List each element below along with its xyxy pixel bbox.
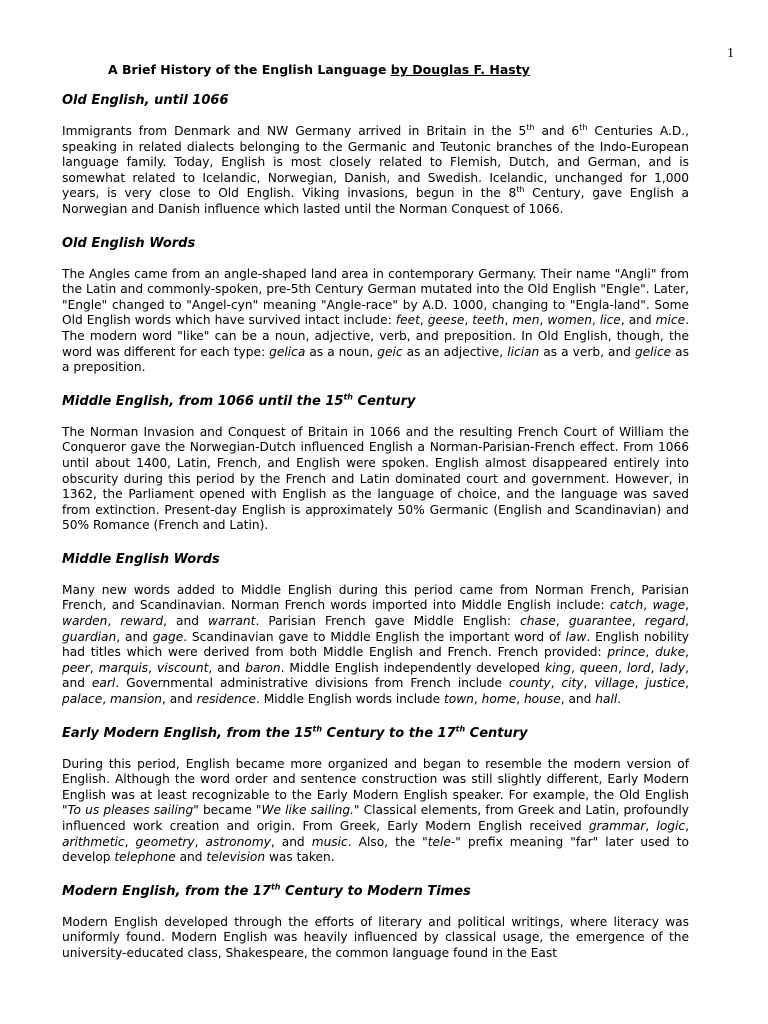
text-run: ,	[419, 313, 428, 328]
italic-term: justice	[645, 676, 686, 691]
italic-term: feet	[395, 313, 420, 328]
text-run: . Governmental administrative divisions from French include	[115, 676, 509, 691]
superscript: th	[270, 882, 281, 892]
superscript: th	[343, 392, 353, 402]
italic-term: residence	[196, 692, 256, 707]
italic-term: telephone	[114, 850, 176, 865]
italic-term: warrant	[208, 614, 256, 629]
text-run: ,	[685, 645, 689, 660]
italic-term: prince	[607, 645, 646, 660]
text-run: Century	[465, 725, 528, 741]
text-run: ,	[685, 598, 689, 613]
text-run: . Middle English independently developed	[280, 660, 546, 675]
section-heading	[62, 93, 689, 109]
text-run: ,	[516, 692, 524, 707]
text-run: Century, gave English a Norwegian and Danish influence which lasted until the Norman Conquest of 1066.	[62, 186, 689, 216]
text-run: Classical elements, from Greek and Latin, profoundly influenced work creation and origin. From Greek, Early Modern English received	[62, 803, 689, 833]
text-run: and 6	[534, 124, 580, 138]
italic-term: city	[561, 676, 584, 691]
italic-term: chase	[520, 614, 556, 629]
italic-term: county	[508, 676, 551, 691]
text-run: ,	[645, 819, 657, 833]
title-text: A Brief History of the English Language	[108, 62, 387, 77]
italic-term: reward	[120, 614, 164, 629]
italic-term: geometry	[135, 834, 195, 849]
italic-term: peer	[62, 660, 90, 675]
italic-term: women	[547, 313, 592, 328]
italic-term: gage	[152, 629, 184, 644]
italic-term: guarantee	[568, 614, 632, 629]
section-heading	[62, 884, 689, 900]
text-run: ,	[550, 676, 562, 691]
italic-term: palace	[62, 692, 103, 707]
text-run: Modern English developed through the efforts of literary and political writings, where literacy was uniformly found. Modern English was heavily influenced by classical usage, the emergence of the university-educated class, Shakespeare, the common language found in the East	[62, 914, 689, 960]
section-heading	[62, 726, 689, 742]
superscript: th	[526, 122, 535, 132]
text-run: ,	[643, 598, 653, 613]
text-run: ,	[591, 313, 600, 328]
text-run: ,	[634, 676, 646, 691]
text-run: as a verb, and	[539, 344, 635, 359]
italic-term: hall	[595, 692, 618, 707]
text-run: ,	[650, 660, 660, 675]
section-heading	[62, 236, 689, 252]
italic-term: "We like sailing."	[255, 803, 360, 818]
italic-term: queen	[579, 660, 618, 675]
text-run: ,	[473, 692, 482, 707]
text-run: ,	[645, 645, 656, 660]
section-paragraph	[62, 267, 689, 376]
text-run: . Middle English words include	[255, 692, 444, 707]
text-run: Century to the 17	[322, 725, 456, 741]
italic-term: home	[481, 692, 517, 707]
text-run: prefix meaning "far" later used to develop	[62, 834, 689, 865]
italic-term: duke	[655, 645, 686, 660]
italic-term: grammar	[588, 819, 646, 833]
italic-term: gelice	[634, 344, 672, 359]
italic-term: lady	[659, 660, 686, 675]
text-run: The Norman Invasion and Conquest of Britain in 1066 and the resulting French Court of William the Conqueror gave the Norwegian-Dutch influenced English a Norman-Parisian-French effect. From 1066 until about 1400, Latin, French, and English were spoken. English almost disappeared entirely into obscurity during this period by the French and Latin dominated court and government. However, in 1362, the Parliament opened with English as the language of choice, and the language was saved from extinction. Present-day English is approximately 50% Germanic (English and Scandinavian) and 50% Romance (French and Latin).	[62, 424, 689, 533]
text-run: ,	[89, 660, 99, 675]
italic-term: law	[565, 629, 587, 644]
text-run: as a preposition.	[62, 344, 689, 375]
section-paragraph	[62, 124, 689, 218]
text-run: Modern English, from the 17	[62, 883, 271, 899]
superscript: th	[579, 122, 588, 132]
italic-term: men	[512, 313, 540, 328]
italic-term: warden	[62, 614, 108, 629]
italic-term: viscount	[157, 660, 209, 675]
italic-term: geic	[377, 344, 403, 359]
text-run: Century	[353, 393, 416, 409]
text-run: ,	[464, 313, 473, 328]
section-paragraph	[62, 915, 689, 962]
text-run: .	[617, 692, 622, 707]
text-run: Century to Modern Times	[280, 883, 471, 899]
section-paragraph	[62, 425, 689, 534]
italic-term: village	[594, 676, 635, 691]
text-run: was taken.	[265, 850, 335, 865]
italic-term: teeth	[472, 313, 505, 328]
italic-term: arithmetic	[62, 834, 125, 849]
text-run: Old English, until 1066	[62, 93, 229, 108]
text-run: ,	[685, 819, 689, 833]
italic-term: logic	[656, 819, 686, 833]
italic-term: earl	[91, 676, 116, 691]
text-run: ,	[685, 676, 690, 691]
section-paragraph	[62, 757, 689, 866]
sections-container	[62, 93, 689, 962]
italic-term: astronomy	[205, 834, 271, 849]
italic-term: wage	[652, 598, 686, 613]
text-run: , and	[620, 313, 656, 328]
text-run: , and	[163, 614, 208, 629]
text-run: ,	[107, 614, 121, 629]
text-run: Early Modern English, from the 15	[62, 725, 313, 741]
section-heading	[62, 394, 689, 410]
italic-term: lord	[626, 660, 651, 675]
text-run: ,	[504, 313, 513, 328]
title-author: by Douglas F. Hasty	[390, 62, 530, 77]
text-run: as an adjective,	[402, 344, 508, 359]
italic-term: "tele-"	[422, 834, 461, 849]
text-run: Old English Words	[62, 235, 196, 251]
text-run: During this period, English became more organized and began to resemble the modern version of English. Although the word order and sentence construction was still slightly different, Early Modern English was at least recognizable to the Early Modern English speaker. For example, the Old English	[62, 756, 689, 802]
italic-term: mice	[655, 313, 686, 328]
text-run: Centuries A.D., speaking in related dialects belonging to the Germanic and Teutonic branches of the Indo-European language family. Today, English is most closely related to Flemish, Dutch, and German, and is somewhat related to Icelandic, Norwegian, Danish, and Swedish. Icelandic, unchanged for 1,000 years, is very close to Old English. Viking invasions, begun in the 8	[62, 124, 689, 201]
text-run: . Parisian French gave Middle English:	[255, 614, 521, 629]
italic-term: catch	[609, 598, 644, 613]
text-run: , and	[62, 660, 689, 691]
italic-term: "To us pleases sailing"	[62, 803, 199, 818]
text-run: Immigrants from Denmark and NW Germany arrived in Britain in the 5	[62, 124, 527, 138]
text-run: ,	[102, 692, 111, 707]
text-run: , and	[270, 834, 312, 849]
text-run: ,	[539, 313, 548, 328]
italic-term: guardian	[62, 629, 117, 644]
italic-term: regard	[644, 614, 686, 629]
text-run: ,	[124, 834, 136, 849]
italic-term: music	[311, 834, 348, 849]
text-run: and	[175, 850, 207, 865]
superscript: th	[455, 724, 466, 734]
text-run: as a noun,	[305, 344, 378, 359]
section-paragraph	[62, 583, 689, 708]
text-run: . English nobility had titles which were derived from both Middle English and French. French provided:	[62, 629, 689, 660]
document-title	[108, 62, 689, 77]
text-run: ,	[194, 834, 206, 849]
text-run: . Scandinavian gave to Middle English the important word of	[183, 629, 566, 644]
italic-term: baron	[245, 660, 281, 675]
italic-term: mansion	[110, 692, 162, 707]
superscript: th	[516, 185, 525, 195]
document-body	[62, 62, 689, 980]
text-run: Middle English, from 1066 until the 15	[62, 393, 344, 409]
italic-term: lician	[507, 344, 540, 359]
text-run: The Angles came from an angle-shaped land area in contemporary Germany. Their name "Angli" from the Latin and commonly-spoken, pre-5th Century German mutated into the Old English "Engle". Later, "Engle" changed to "Angel-cyn" meaning "Angle-race" by A.D. 1000, changing to "Engla-land". Some Old English words which have survived intact include:	[62, 266, 689, 328]
text-run: ,	[148, 660, 158, 675]
text-run: ,	[685, 614, 690, 629]
italic-term: marquis	[98, 660, 149, 675]
text-run: ,	[631, 614, 645, 629]
text-run: Middle English Words	[62, 551, 220, 567]
superscript: th	[312, 724, 323, 734]
text-run: ,	[555, 614, 569, 629]
italic-term: television	[206, 850, 266, 865]
text-run: , and	[162, 692, 197, 707]
italic-term: house	[523, 692, 561, 707]
text-run: Many new words added to Middle English during this period came from Norman French, Parisian French, and Scandinavian. Norman French words imported into Middle English include:	[62, 582, 689, 613]
page-number: 1	[727, 46, 734, 61]
text-run: . Also, the	[347, 834, 423, 849]
text-run: , and	[116, 629, 153, 644]
italic-term: town	[443, 692, 474, 707]
text-run: became	[198, 803, 256, 818]
text-run: ,	[583, 676, 595, 691]
text-run: . The modern word "like" can be a noun, adjective, verb, and preposition. In Old English, though, the word was different for each type:	[62, 313, 689, 359]
text-run: ,	[570, 660, 580, 675]
text-run: ,	[617, 660, 627, 675]
text-run: , and	[560, 692, 596, 707]
section-heading	[62, 552, 689, 568]
italic-term: geese	[427, 313, 465, 328]
italic-term: king	[545, 660, 571, 675]
italic-term: gelica	[269, 344, 306, 359]
italic-term: lice	[599, 313, 621, 328]
text-run: , and	[208, 660, 246, 675]
